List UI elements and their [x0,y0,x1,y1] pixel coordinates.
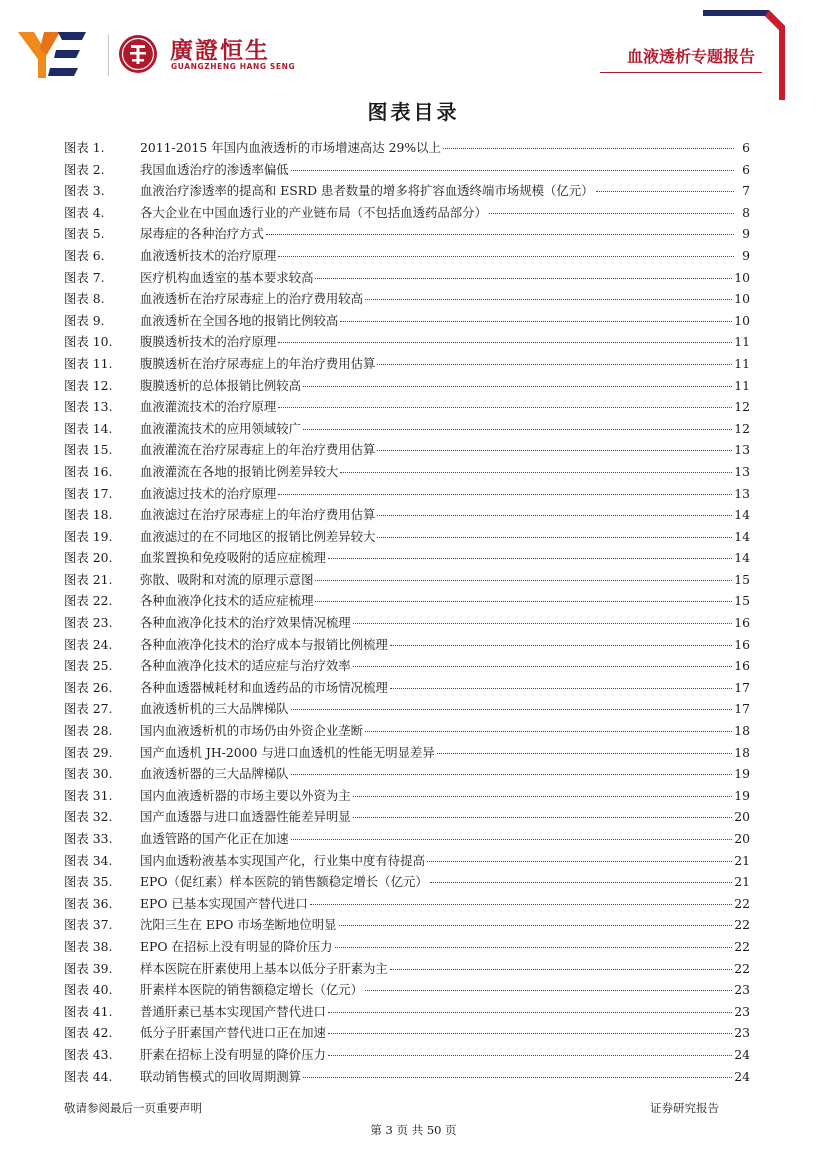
toc-entry-page: 11 [734,377,750,393]
company-logo [18,30,296,80]
toc-entry[interactable] [64,1002,750,1024]
toc-entry[interactable] [64,181,750,203]
toc-entry-label: 图表 3. [64,183,105,199]
page-header [0,0,827,100]
toc-entry[interactable] [64,937,750,959]
toc-entry-text: 各种血液净化技术的治疗成本与报销比例梳理 [140,636,388,652]
toc-dot-leader [328,1033,732,1034]
toc-dot-leader [390,969,732,970]
toc-entry-text: 血液滤过在治疗尿毒症上的年治疗费用估算 [140,507,376,523]
toc-entry-text: 联动销售模式的回收周期测算 [140,1068,302,1084]
toc-entry[interactable] [64,505,750,527]
ye-logo-mark-icon [18,30,88,80]
toc-entry-label: 图表 2. [64,161,105,177]
toc-entry-page: 9 [742,226,750,242]
toc-entry-page: 12 [734,399,750,415]
toc-entry-page: 19 [734,766,750,782]
toc-entry-page: 14 [734,550,750,566]
toc-entry-label: 图表 40. [64,982,113,998]
toc-entry[interactable] [64,224,750,246]
toc-entry-page: 24 [734,1068,750,1084]
toc-entry-label: 图表 43. [64,1046,113,1062]
toc-entry[interactable] [64,678,750,700]
toc-entry-page: 23 [734,1003,750,1019]
toc-entry-label: 图表 21. [64,571,113,587]
toc-dot-leader [303,1077,732,1078]
toc-entry[interactable] [64,894,750,916]
report-title: 血液透析专题报告 [626,47,755,66]
toc-dot-leader [377,537,732,538]
toc-entry-page: 7 [742,183,750,199]
toc-dot-leader [353,796,733,797]
toc-entry-text: 血浆置换和免疫吸附的适应症梳理 [140,550,326,566]
toc-entry-page: 11 [734,355,750,371]
toc-entry-page: 10 [734,269,750,285]
toc-dot-leader [315,601,732,602]
toc-entry-page: 17 [734,701,750,717]
toc-entry[interactable] [64,1045,750,1067]
toc-entry-label: 图表 6. [64,247,105,263]
toc-entry-text: 各大企业在中国血透行业的产业链布局（不包括血透药品部分） [140,204,487,220]
toc-entry-text: EPO 在招标上没有明显的降价压力 [140,938,333,954]
toc-entry-label: 图表 38. [64,938,113,954]
toc-entry-page: 24 [734,1046,750,1062]
toc-dot-leader [596,191,734,192]
toc-entry[interactable] [64,289,750,311]
toc-entry-label: 图表 5. [64,226,105,242]
toc-entry-text: 肝素样本医院的销售额稳定增长（亿元） [140,982,364,998]
toc-entry-label: 图表 14. [64,420,113,436]
toc-entry-label: 图表 7. [64,269,105,285]
toc-entry-page: 22 [734,917,750,933]
footer-disclaimer: 敬请参阅最后一页重要声明 [64,1101,202,1115]
toc-entry-label: 图表 4. [64,204,105,220]
toc-entry-page: 18 [734,723,750,739]
toc-dot-leader [390,645,732,646]
toc-dot-leader [377,450,732,451]
toc-entry[interactable] [64,246,750,268]
toc-entry-label: 图表 28. [64,723,113,739]
toc-dot-leader [377,515,732,516]
toc-entry-text: 血液治疗渗透率的提高和 ESRD 患者数量的增多将扩容血透终端市场规模（亿元） [140,183,594,199]
toc-entry-page: 16 [734,658,750,674]
toc-entry-label: 图表 12. [64,377,113,393]
toc-entry-page: 9 [742,247,750,263]
toc-entry-label: 图表 23. [64,615,113,631]
toc-entry-text: 血液滤过技术的治疗原理 [140,485,277,501]
toc-dot-leader [340,321,732,322]
toc-entry[interactable] [64,872,750,894]
toc-entry-page: 23 [734,1025,750,1041]
toc-entry-page: 21 [734,874,750,890]
toc-entry-text: 国内血液透析器的市场主要以外资为主 [140,787,351,803]
toc-entry[interactable] [64,807,750,829]
toc-dot-leader [489,213,734,214]
toc-entry-text: EPO 已基本实现国产替代进口 [140,895,308,911]
logo-divider [108,34,109,76]
toc-entry[interactable] [64,915,750,937]
toc-entry[interactable] [64,656,750,678]
toc-dot-leader [328,1012,732,1013]
toc-entry[interactable] [64,419,750,441]
toc-entry[interactable] [64,268,750,290]
toc-entry[interactable] [64,397,750,419]
toc-dot-leader [278,407,732,408]
toc-entry-text: 医疗机构血透室的基本要求较高 [140,269,314,285]
toc-entry-text: 血液透析在治疗尿毒症上的治疗费用较高 [140,291,364,307]
toc-entry-text: 血液灌流在治疗尿毒症上的年治疗费用估算 [140,442,376,458]
toc-entry-text: 血液灌流在各地的报销比例差异较大 [140,463,339,479]
toc-dot-leader [315,580,732,581]
toc-entry-text: 血液灌流技术的应用领域较广 [140,420,302,436]
toc-entry-label: 图表 13. [64,399,113,415]
toc-entry-page: 20 [734,831,750,846]
page-indicator: 第 3 页 共 50 页 [370,1123,457,1137]
toc-entry-text: 血液灌流技术的治疗原理 [140,399,277,415]
toc-entry[interactable] [64,980,750,1002]
toc-entry[interactable] [64,1023,750,1045]
toc-entry[interactable] [64,311,750,333]
toc-dot-leader [315,278,732,279]
toc-entry-text: 低分子肝素国产替代进口正在加速 [140,1025,326,1041]
toc-dot-leader [278,494,732,495]
toc-entry-text: 我国血透治疗的渗透率偏低 [140,161,289,177]
toc-entry-page: 8 [742,204,750,220]
toc-entry[interactable] [64,764,750,786]
toc-dot-leader [443,148,734,149]
toc-entry-text: 各种血液净化技术的适应症梳理 [140,593,314,609]
toc-dot-leader [335,947,733,948]
toc-dot-leader [278,342,732,343]
toc-entry[interactable] [64,160,750,182]
toc-entry-page: 6 [742,161,750,177]
toc-entry-text: 沈阳三生在 EPO 市场垄断地位明显 [140,917,337,933]
toc-entry-label: 图表 10. [64,334,113,350]
toc-entry-label: 图表 18. [64,507,113,523]
toc-dot-leader [291,709,733,710]
toc-title: 图表目录 [367,100,460,124]
toc-dot-leader [353,666,733,667]
toc-dot-leader [427,861,732,862]
toc-dot-leader [340,472,732,473]
toc-entry-label: 图表 36. [64,895,113,911]
toc-entry[interactable] [64,527,750,549]
toc-dot-leader [291,774,733,775]
toc-entry-text: 尿毒症的各种治疗方式 [140,226,264,242]
toc-entry[interactable] [64,829,750,851]
toc-entry-page: 22 [734,960,750,976]
toc-entry-text: 肝素在招标上没有明显的降价压力 [140,1046,326,1062]
toc-entry-page: 14 [734,528,750,544]
toc-entry-text: 腹膜透析技术的治疗原理 [140,334,277,350]
toc-entry-label: 图表 44. [64,1068,113,1084]
toc-dot-leader [339,925,733,926]
toc-entry[interactable] [64,354,750,376]
toc-entry-page: 10 [734,291,750,307]
toc-entry-text: 血透管路的国产化正在加速 [140,831,289,846]
toc-entry-label: 图表 9. [64,312,105,328]
toc-entry-text: 国内血透粉液基本实现国产化，行业集中度有待提高 [140,852,425,868]
toc-entry-text: 腹膜透析的总体报销比例较高 [140,377,302,393]
toc-entry[interactable] [64,635,750,657]
toc-entry-text: 血液透析器的三大品牌梯队 [140,766,289,782]
toc-entry-label: 图表 25. [64,658,113,674]
toc-dot-leader [353,623,733,624]
toc-entry-label: 图表 35. [64,874,113,890]
toc-entry-text: 样本医院在肝素使用上基本以低分子肝素为主 [140,960,388,976]
toc-entry-page: 13 [734,463,750,479]
toc-dot-leader [278,256,734,257]
toc-entry-text: 血液透析机的三大品牌梯队 [140,701,289,717]
toc-entry-label: 图表 42. [64,1025,113,1041]
toc-entry-page: 22 [734,895,750,911]
toc-entry-page: 21 [734,852,750,868]
toc-entry-label: 图表 20. [64,550,113,566]
toc-entry-page: 14 [734,507,750,523]
toc-dot-leader [365,299,732,300]
toc-dot-leader [430,882,732,883]
toc-entry-label: 图表 32. [64,809,113,825]
toc-entry[interactable] [64,786,750,808]
toc-list [64,138,750,1088]
seal-emblem-icon [118,34,158,74]
toc-entry-page: 10 [734,312,750,328]
toc-entry-page: 19 [734,787,750,803]
toc-entry-label: 图表 15. [64,442,113,458]
toc-entry-text: EPO（促红素）样本医院的销售额稳定增长（亿元） [140,874,428,890]
toc-entry-label: 图表 19. [64,528,113,544]
toc-entry-text: 普通肝素已基本实现国产替代进口 [140,1003,326,1019]
toc-entry-label: 图表 34. [64,852,113,868]
toc-entry-page: 15 [734,593,750,609]
toc-entry-page: 13 [734,442,750,458]
toc-entry-page: 11 [734,334,750,350]
toc-entry-label: 图表 30. [64,766,113,782]
toc-entry-text: 腹膜透析在治疗尿毒症上的年治疗费用估算 [140,355,376,371]
toc-dot-leader [310,904,732,905]
toc-entry[interactable] [64,743,750,765]
toc-entry-text: 2011-2015 年国内血液透析的市场增速高达 29%以上 [140,140,441,155]
toc-entry-label: 图表 17. [64,485,113,501]
toc-entry[interactable] [64,570,750,592]
toc-entry-text: 各种血液净化技术的治疗效果情况梳理 [140,615,351,631]
toc-entry[interactable] [64,462,750,484]
toc-entry-text: 血液透析在全国各地的报销比例较高 [140,312,339,328]
corner-ribbon-icon [703,10,785,100]
toc-entry-text: 国产血透机 JH-2000 与进口血透机的性能无明显差异 [140,744,435,760]
toc-entry-page: 13 [734,485,750,501]
toc-entry-label: 图表 26. [64,679,113,695]
toc-entry-text: 各种血液净化技术的适应症与治疗效率 [140,658,351,674]
toc-entry-label: 图表 39. [64,960,113,976]
toc-entry-label: 图表 33. [64,831,113,846]
toc-entry-page: 16 [734,615,750,631]
toc-entry-text: 国产血透器与进口血透器性能差异明显 [140,809,351,825]
toc-entry[interactable] [64,138,750,160]
toc-entry-label: 图表 11. [64,355,113,371]
toc-entry[interactable] [64,851,750,873]
toc-entry[interactable] [64,591,750,613]
toc-entry-page: 22 [734,938,750,954]
toc-entry[interactable] [64,613,750,635]
toc-entry-label: 图表 16. [64,463,113,479]
toc-entry-label: 图表 22. [64,593,113,609]
toc-entry[interactable] [64,440,750,462]
toc-entry-page: 18 [734,744,750,760]
toc-entry-label: 图表 31. [64,787,113,803]
toc-dot-leader [291,839,733,840]
toc-entry[interactable] [64,376,750,398]
toc-entry[interactable] [64,1067,750,1089]
toc-entry[interactable] [64,484,750,506]
toc-entry-label: 图表 27. [64,701,113,717]
toc-entry-page: 23 [734,982,750,998]
toc-entry-text: 国内血液透析机的市场仍由外资企业垄断 [140,723,364,739]
toc-entry[interactable] [64,721,750,743]
toc-entry-page: 6 [742,140,750,155]
toc-dot-leader [365,990,732,991]
toc-entry-page: 17 [734,679,750,695]
toc-entry[interactable] [64,332,750,354]
toc-entry-page: 12 [734,420,750,436]
logo-chinese-name: 廣證恒生 [170,38,270,64]
toc-entry-label: 图表 8. [64,291,105,307]
toc-entry-page: 16 [734,636,750,652]
logo-english-name: GUANGZHENG HANG SENG [171,62,296,71]
toc-dot-leader [353,817,733,818]
toc-entry[interactable] [64,203,750,225]
toc-entry-text: 血液透析技术的治疗原理 [140,247,277,263]
toc-entry-label: 图表 41. [64,1003,113,1019]
toc-dot-leader [303,429,732,430]
toc-entry-text: 各种血透器械耗材和血透药品的市场情况梳理 [140,679,388,695]
toc-entry[interactable] [64,548,750,570]
toc-entry[interactable] [64,699,750,721]
toc-entry-label: 图表 37. [64,917,113,933]
toc-dot-leader [266,234,734,235]
toc-entry-text: 血液滤过的在不同地区的报销比例差异较大 [140,528,376,544]
toc-dot-leader [437,753,732,754]
toc-entry-label: 图表 1. [64,140,105,155]
toc-dot-leader [328,558,732,559]
toc-dot-leader [377,364,732,365]
toc-dot-leader [291,170,734,171]
toc-entry-page: 15 [734,571,750,587]
toc-entry-label: 图表 24. [64,636,113,652]
toc-entry[interactable] [64,959,750,981]
toc-entry-page: 20 [734,809,750,825]
toc-dot-leader [365,731,732,732]
toc-dot-leader [328,1055,732,1056]
toc-dot-leader [390,688,732,689]
toc-entry-text: 弥散、吸附和对流的原理示意图 [140,571,314,587]
toc-dot-leader [303,386,732,387]
toc-entry-label: 图表 29. [64,744,113,760]
footer-doc-type: 证券研究报告 [650,1101,719,1115]
